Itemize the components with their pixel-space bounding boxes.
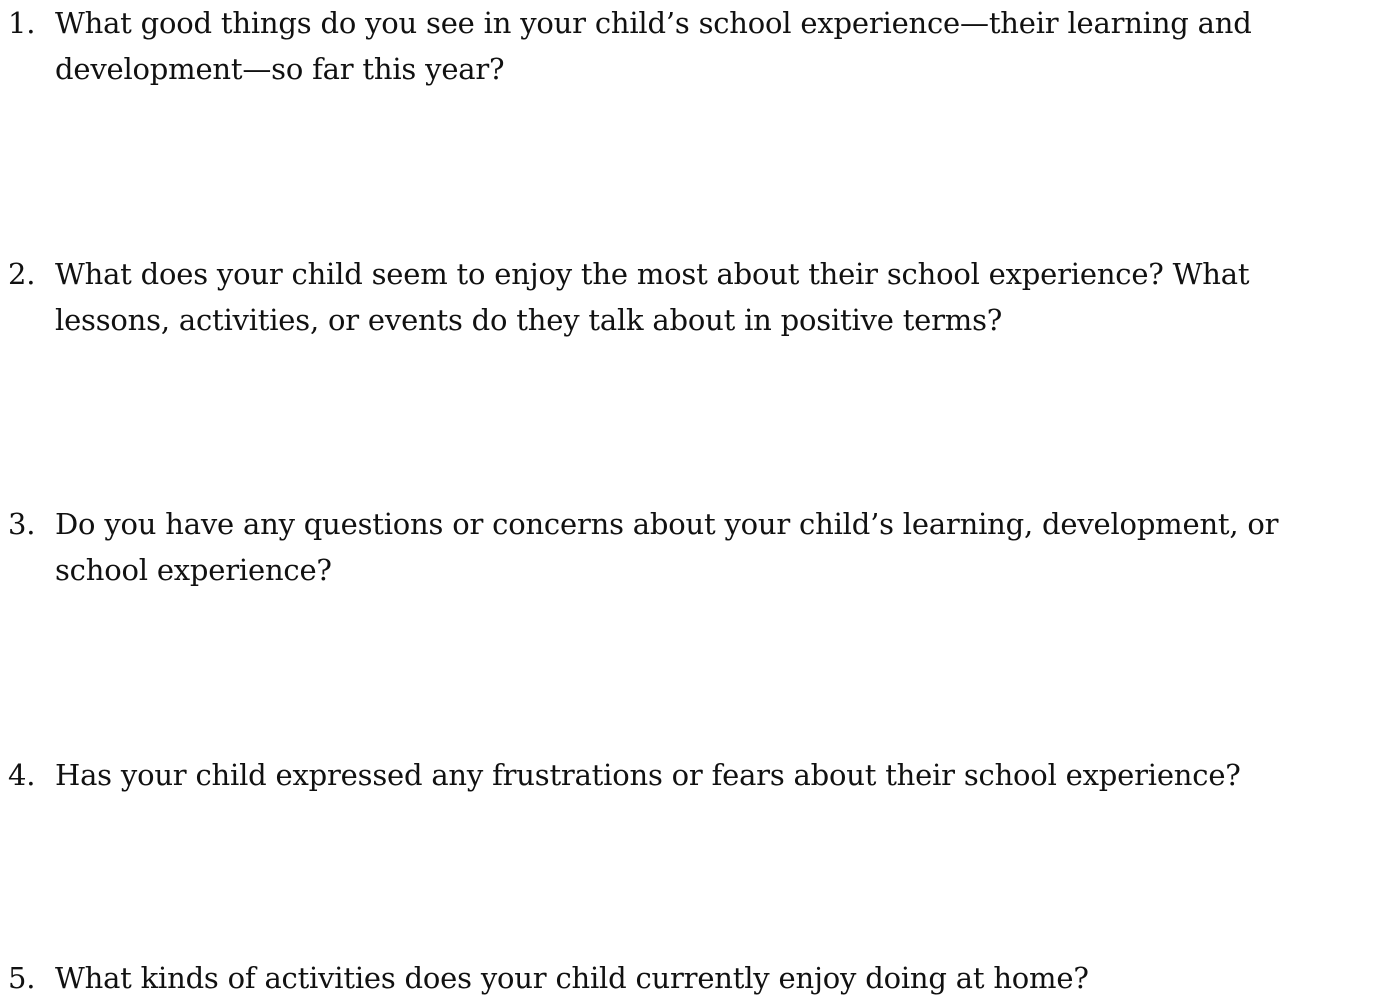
question-2 <box>8 251 1368 343</box>
question-number: 1. <box>8 6 36 40</box>
question-text: What does your child seem to enjoy the most about their school experience? What lessons, activities, or events do they talk about in positive terms? <box>55 257 1250 337</box>
question-4 <box>8 752 1368 798</box>
question-text: What kinds of activities does your child currently enjoy doing at home? <box>55 961 1089 995</box>
question-1 <box>8 0 1368 92</box>
question-text: What good things do you see in your child’s school experience—their learning and development—so far this year? <box>55 6 1252 86</box>
question-3 <box>8 501 1368 593</box>
question-number: 5. <box>8 961 36 995</box>
question-number: 2. <box>8 257 36 291</box>
question-text: Do you have any questions or concerns about your child’s learning, development, or school experience? <box>55 507 1279 587</box>
question-text: Has your child expressed any frustrations or fears about their school experience? <box>55 758 1241 792</box>
question-5 <box>8 955 1368 1001</box>
question-number: 4. <box>8 758 36 792</box>
question-number: 3. <box>8 507 36 541</box>
